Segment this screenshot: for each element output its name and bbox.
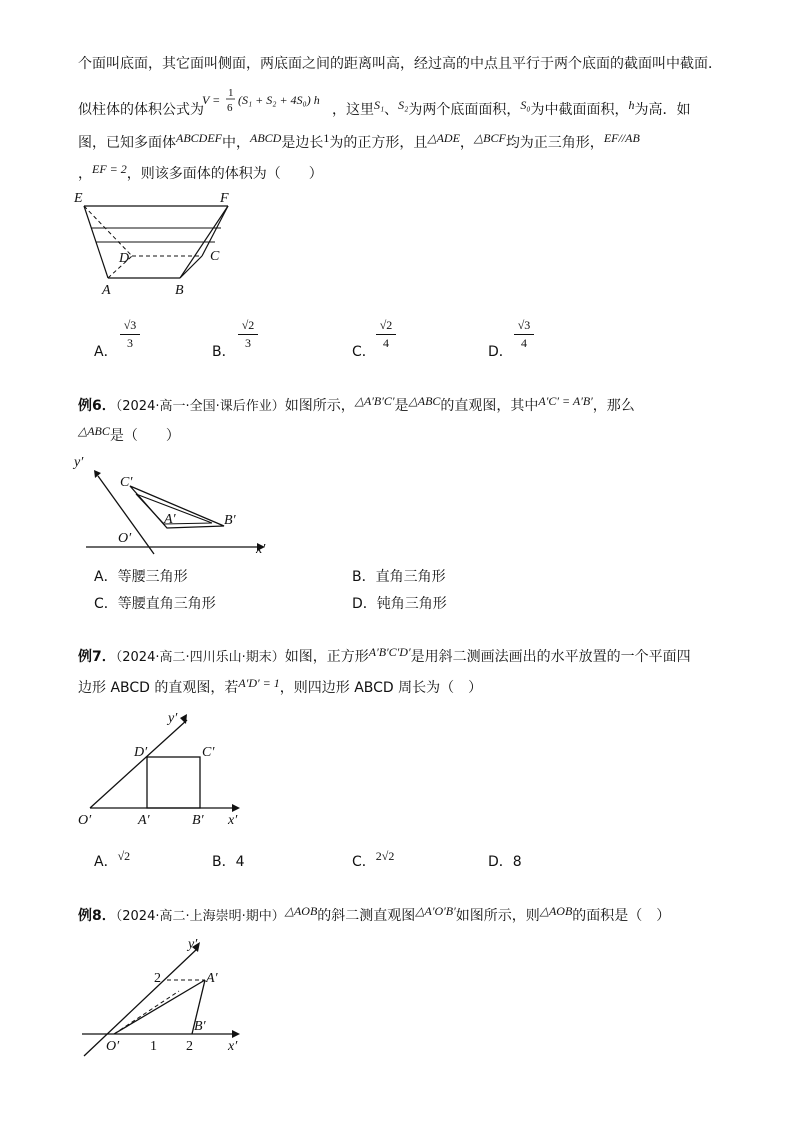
intro-line-2-rest: ，这里S₁、S₂为两个底面面积，S₀为中截面面积，h为高．如 <box>332 98 691 118</box>
q5-option-c[interactable]: C． <box>352 344 376 360</box>
q5-option-d-value: $\frac{√3}{4}$ <box>514 318 534 351</box>
ex7-option-b[interactable]: B．4 <box>212 854 245 870</box>
ex6-label-A: A′ <box>164 512 176 527</box>
intro-line-1: 个面叫底面，其它面叫侧面，两底面之间的距离叫高，经过高的中点且平行于两个底面的截面叫中截面． <box>78 56 722 72</box>
label-E: E <box>74 191 83 206</box>
ex6-label-y: y′ <box>74 455 84 470</box>
s2-symbol: S₂ <box>398 98 409 112</box>
q5-option-b[interactable]: B． <box>212 344 236 360</box>
h-symbol: h <box>628 98 635 112</box>
polyhedron-figure <box>72 188 242 298</box>
ex6-option-d[interactable]: D．钝角三角形 <box>352 596 447 612</box>
ex7-tag: 例7． <box>78 649 116 665</box>
svg-text:1: 1 <box>228 87 234 99</box>
label-D: D <box>119 251 130 266</box>
ex7-label-D: D′ <box>134 745 148 760</box>
ex6-tag: 例6． <box>78 398 116 414</box>
s0-symbol: S₀ <box>520 98 531 112</box>
ex6-label-x: x′ <box>256 542 266 557</box>
ex7-label-B: B′ <box>192 813 204 828</box>
ex8-label-x-2: 2 <box>186 1039 193 1054</box>
ex7-label-y: y′ <box>168 711 178 726</box>
ex7-source: （2024·高二·四川乐山·期末） <box>115 650 285 665</box>
intro-line-2 <box>78 100 204 120</box>
ex6-option-a[interactable]: A．等腰三角形 <box>94 569 188 585</box>
ex7-question-line-2: 边形 ABCD 的直观图，若A′D′ = 1，则四边形 ABCD 周长为（ ） <box>78 676 483 696</box>
q5-option-c-value: $\frac{√2}{4}$ <box>376 318 396 351</box>
s1-symbol: S₁ <box>374 98 385 112</box>
ex7-label-C: C′ <box>202 745 215 760</box>
ex7-question-line-1: 例7．（2024·高二·四川乐山·期末）如图，正方形A′B′C′D′是用斜二测画法画出的水平放置的一个平面四 <box>78 645 691 665</box>
ex8-source: （2024·高二·上海崇明·期中） <box>115 909 285 924</box>
q5-option-b-value: $\frac{√2}{3}$ <box>238 318 258 351</box>
ex8-tag: 例8． <box>78 908 116 924</box>
label-B: B <box>175 283 184 298</box>
ex8-question-line: 例8．（2024·高二·上海崇明·期中）△AOB的斜二测直观图△A′O′B′如图所示，则△AOB的面积是（ ） <box>78 904 671 924</box>
label-F: F <box>220 191 229 206</box>
ex8-label-y: y′ <box>188 937 198 952</box>
formula-prefix: 似柱体的体积公式为 <box>78 102 204 118</box>
svg-text:6: 6 <box>227 102 233 114</box>
ex6-question-line-2: △ABC是（ ） <box>78 424 180 444</box>
ex7-option-c[interactable]: C．2√2 <box>352 849 395 870</box>
ex8-label-O: O′ <box>106 1039 120 1054</box>
q5-option-d[interactable]: D． <box>488 344 513 360</box>
ex7-label-O: O′ <box>78 813 92 828</box>
ex6-label-O: O′ <box>118 531 132 546</box>
ex8-label-B: B′ <box>194 1019 206 1034</box>
svg-text:(S₁ + S₂ + 4S₀) h: (S₁ + S₂ + 4S₀) h <box>238 93 320 107</box>
ex6-figure <box>72 450 282 560</box>
q5-option-a-value: $\frac{√3}{3}$ <box>120 318 140 351</box>
ex6-question-line-1: 例6．（2024·高一·全国·课后作业）如图所示，△A′B′C′是△ABC的直观图，其中A′C′ = A′B′，那么 <box>78 394 635 414</box>
ex6-label-C: C′ <box>120 475 133 490</box>
intro-line-3: 图，已知多面体ABCDEF中，ABCD是边长1为的正方形，且△ADE，△BCF均为正三角形，EF//AB <box>78 131 640 151</box>
ex7-option-a[interactable]: A．√2 <box>94 849 131 870</box>
q5-option-a[interactable]: A． <box>94 344 118 360</box>
ex6-label-B: B′ <box>224 513 236 528</box>
volume-formula <box>202 84 332 120</box>
ex8-label-A: A′ <box>206 971 218 986</box>
ex6-option-c[interactable]: C．等腰直角三角形 <box>94 596 216 612</box>
intro-line-4: ，EF = 2，则该多面体的体积为（ ） <box>78 162 323 182</box>
ex7-label-A: A′ <box>138 813 150 828</box>
label-A: A <box>102 283 111 298</box>
ex7-label-x: x′ <box>228 813 238 828</box>
svg-text:V =: V = <box>202 93 221 107</box>
ex8-label-x: x′ <box>228 1039 238 1054</box>
ex7-figure <box>72 704 252 834</box>
ex8-label-x-1: 1 <box>150 1039 157 1054</box>
ex8-label-y-2: 2 <box>154 971 161 986</box>
ex6-option-b[interactable]: B．直角三角形 <box>352 569 446 585</box>
label-C: C <box>210 249 220 264</box>
ex8-figure <box>72 930 262 1060</box>
ex7-option-d[interactable]: D．8 <box>488 854 522 870</box>
ex6-source: （2024·高一·全国·课后作业） <box>115 399 285 414</box>
